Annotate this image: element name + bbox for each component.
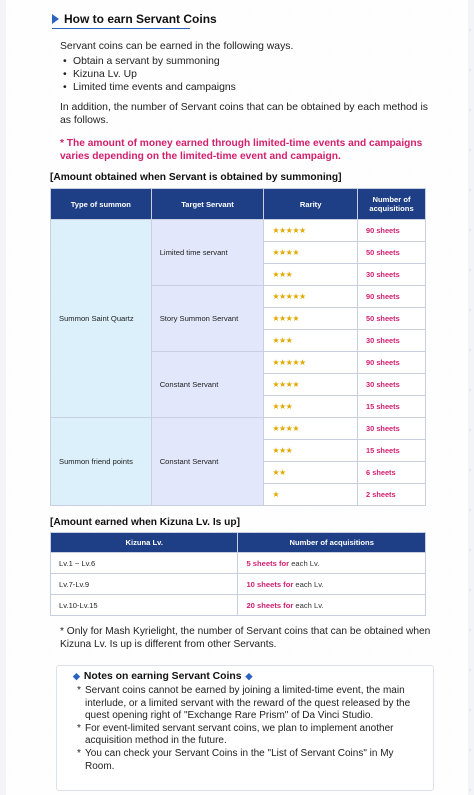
rarity-stars: ★★★★★: [264, 352, 358, 374]
note-item: * For event-limited servant servant coins, we plan to implement another acquisition method in the future.: [77, 723, 423, 748]
rarity-stars: ★★★★★: [264, 220, 358, 242]
rarity-stars: ★★★: [264, 396, 358, 418]
rarity-stars: ★★★★: [264, 242, 358, 264]
rarity-stars: ★★: [264, 462, 358, 484]
header-kizuna-level: Kizuna Lv.: [51, 533, 238, 553]
acquisition-amount: 30 sheets: [358, 264, 426, 286]
target-servant-cell: Story Summon Servant: [151, 286, 264, 352]
summon-type-cell: Summon friend points: [51, 418, 152, 506]
acquisition-amount: 6 sheets: [358, 462, 426, 484]
kizuna-suffix: each Lv.: [289, 558, 320, 568]
list-item: • Kizuna Lv. Up: [60, 68, 432, 81]
header-kizuna-acquisitions: Number of acquisitions: [238, 533, 426, 553]
triangle-bullet-icon: [52, 14, 59, 24]
notes-title-text: Notes on earning Servant Coins: [83, 671, 242, 682]
acquisition-amount: 15 sheets: [358, 440, 426, 462]
notes-box: [56, 665, 434, 791]
summon-section-title: [Amount obtained when Servant is obtained by summoning]: [50, 172, 342, 183]
heading-underline: [52, 28, 190, 29]
rarity-stars: ★★★★★: [264, 286, 358, 308]
acquisition-amount: 2 sheets: [358, 484, 426, 506]
intro-lead: Servant coins can be earned in the following ways.: [60, 41, 294, 52]
kizuna-suffix: each Lv.: [293, 600, 324, 610]
header-acquisitions: Number of acquisitions: [358, 189, 426, 220]
acquisition-amount: 30 sheets: [358, 374, 426, 396]
rarity-stars: ★★★★: [264, 418, 358, 440]
diamond-icon: ◆: [73, 671, 80, 681]
target-servant-cell: Limited time servant: [151, 220, 264, 286]
table-row: [51, 553, 426, 574]
rarity-stars: ★★★: [264, 330, 358, 352]
kizuna-table: [50, 532, 426, 616]
summon-type-cell: Summon Saint Quartz: [51, 220, 152, 418]
table-row: [51, 595, 426, 616]
event-variance-note: * The amount of money earned through limited-time events and campaigns varies depending on the limited-time event and campaign.: [60, 138, 423, 162]
kizuna-level: Lv.1 ~ Lv.6: [51, 553, 238, 574]
mash-note: * Only for Mash Kyrielight, the number of Servant coins that can be obtained when Kizuna Lv. Is up is different from other Servants.: [60, 626, 431, 650]
table-header-row: [51, 533, 426, 553]
target-servant-cell: Constant Servant: [151, 418, 264, 506]
notes-title: [69, 671, 256, 682]
section-heading: [52, 12, 217, 26]
acquisition-amount: 50 sheets: [358, 308, 426, 330]
kizuna-amount-cell: [238, 553, 426, 574]
header-target: Target Servant: [151, 189, 264, 220]
rarity-stars: ★★★★: [264, 374, 358, 396]
rarity-stars: ★★★: [264, 440, 358, 462]
acquisition-amount: 90 sheets: [358, 220, 426, 242]
acquisition-amount: 15 sheets: [358, 396, 426, 418]
heading-text: How to earn Servant Coins: [64, 12, 217, 26]
acquisition-amount: 90 sheets: [358, 352, 426, 374]
notes-list: [77, 685, 423, 773]
acquisition-amount: 30 sheets: [358, 330, 426, 352]
method-paragraph: In addition, the number of Servant coins that can be obtained by each method is as follows.: [60, 102, 428, 126]
diamond-icon: ◆: [245, 671, 253, 681]
kizuna-amount: 20 sheets for: [246, 600, 294, 610]
kizuna-amount-cell: [238, 574, 426, 595]
table-row: [51, 574, 426, 595]
intro-block: [60, 40, 432, 94]
note-item: * Servant coins cannot be earned by joining a limited-time event, the main interlude, or a limited servant with the reward of the quest released by the quest opening right of "Exchange Rare Prism" of Da Vinci Studio.: [77, 685, 423, 723]
kizuna-amount: 10 sheets for: [246, 579, 294, 589]
note-item: * You can check your Servant Coins in the "List of Servant Coins" in My Room.: [77, 748, 423, 773]
header-rarity: Rarity: [264, 189, 358, 220]
kizuna-level: Lv.7-Lv.9: [51, 574, 238, 595]
earn-methods-list: [60, 55, 432, 94]
acquisition-amount: 30 sheets: [358, 418, 426, 440]
kizuna-level: Lv.10-Lv.15: [51, 595, 238, 616]
kizuna-suffix: each Lv.: [293, 579, 324, 589]
kizuna-amount: 5 sheets for: [246, 558, 290, 568]
target-servant-cell: Constant Servant: [151, 352, 264, 418]
rarity-stars: ★★★★: [264, 308, 358, 330]
list-item: • Limited time events and campaigns: [60, 81, 432, 94]
table-row: [51, 220, 426, 242]
kizuna-section-title: [Amount earned when Kizuna Lv. Is up]: [50, 517, 240, 528]
acquisition-amount: 50 sheets: [358, 242, 426, 264]
acquisition-amount: 90 sheets: [358, 286, 426, 308]
header-type: Type of summon: [51, 189, 152, 220]
list-item: • Obtain a servant by summoning: [60, 55, 432, 68]
table-header-row: [51, 189, 426, 220]
rarity-stars: ★★★: [264, 264, 358, 286]
kizuna-amount-cell: [238, 595, 426, 616]
rarity-stars: ★: [264, 484, 358, 506]
summon-table: [50, 188, 426, 506]
table-row: [51, 418, 426, 440]
